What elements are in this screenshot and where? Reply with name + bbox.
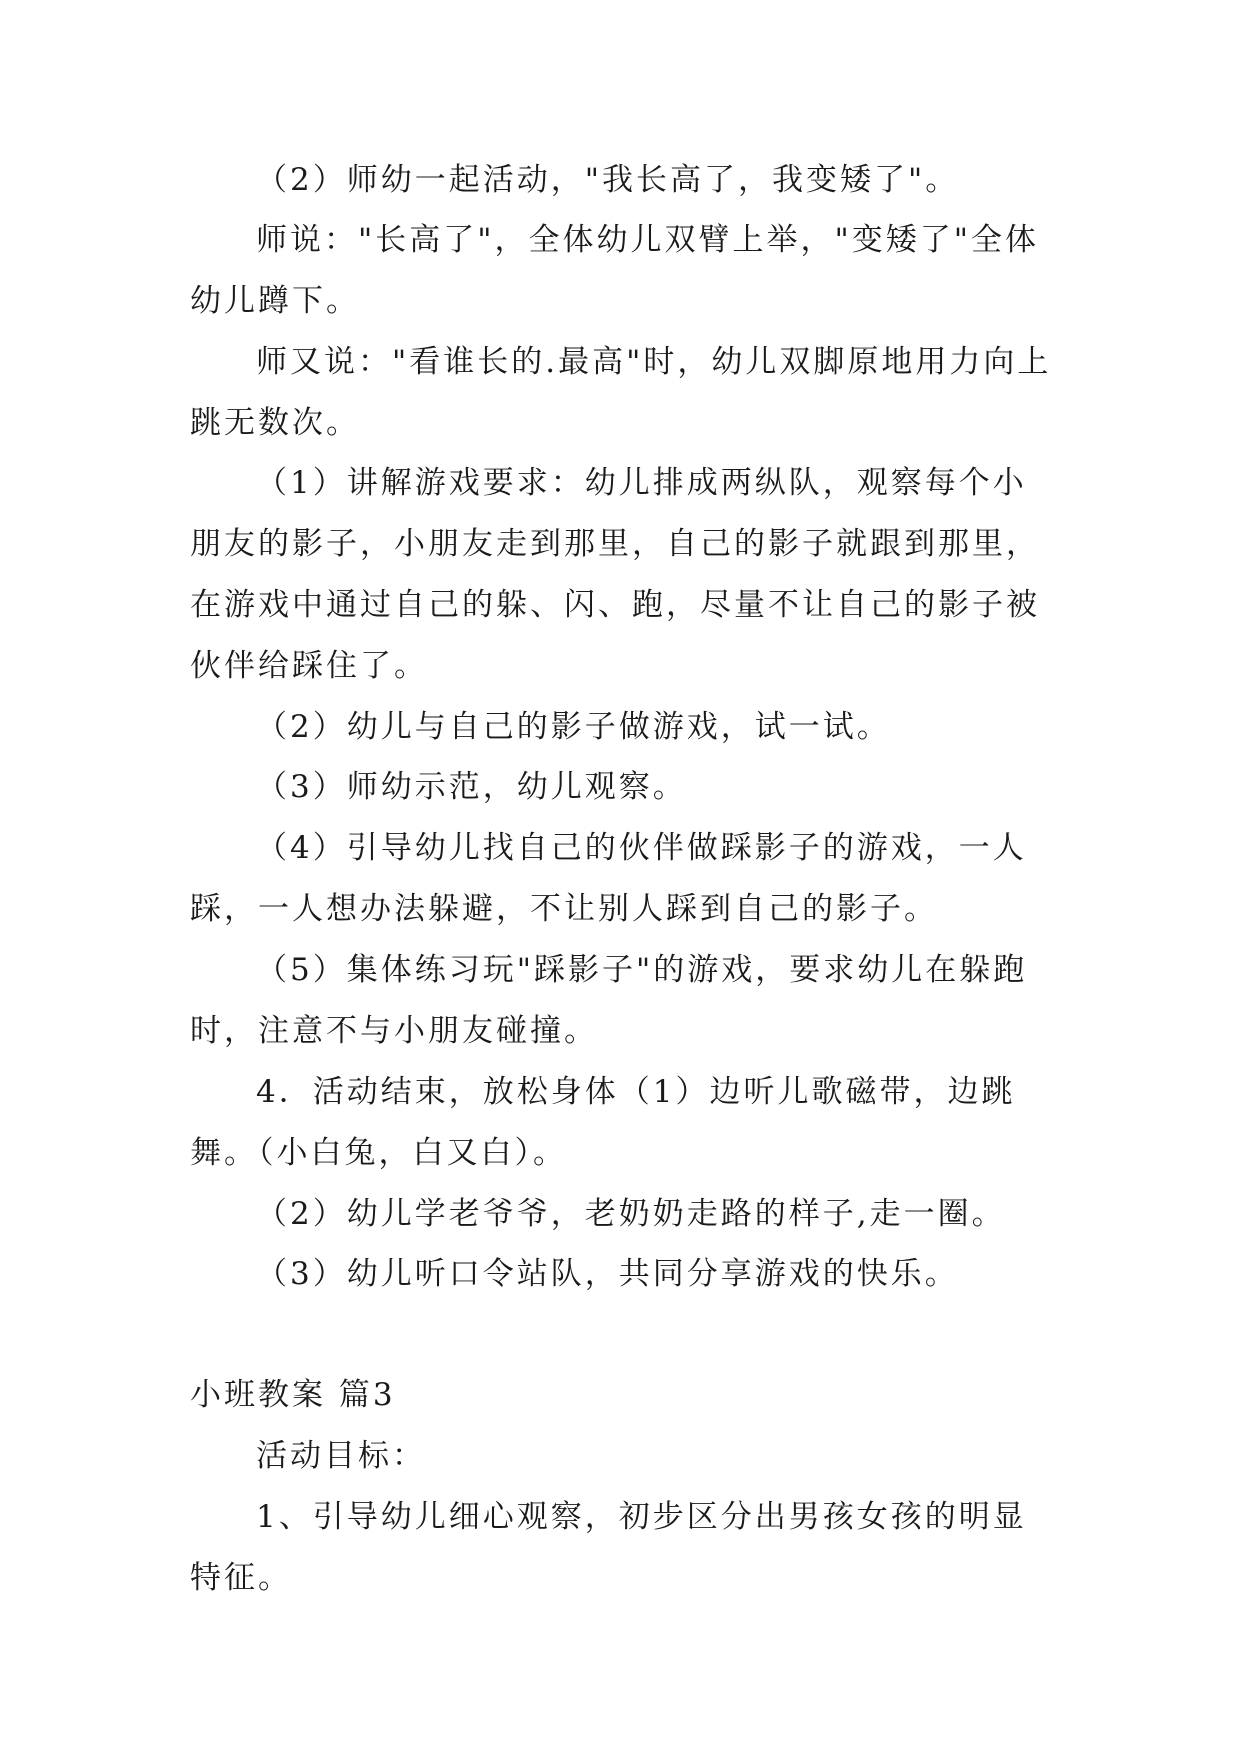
paragraph: （2）师幼一起活动，"我长高了，我变矮了"。 [256, 162, 960, 198]
paragraph: 师说："长高了"，全体幼儿双臂上举，"变矮了"全体幼儿蹲下。 [190, 222, 1040, 319]
paragraph: （2）幼儿与自己的影子做游戏，试一试。 [256, 709, 891, 745]
paragraph: 4．活动结束，放松身体（1）边听儿歌磁带，边跳舞。（小白兔，白又白）。 [190, 1074, 1016, 1171]
paragraph: （5）集体练习玩"踩影子"的游戏，要求幼儿在躲跑时，注意不与小朋友碰撞。 [190, 952, 1028, 1049]
paragraph: （2）幼儿学老爷爷，老奶奶走路的样子,走一圈。 [256, 1196, 1006, 1232]
paragraph: （3）师幼示范，幼儿观察。 [256, 769, 687, 805]
paragraph: 师又说："看谁长的.最高"时，幼儿双脚原地用力向上跳无数次。 [190, 344, 1052, 441]
section-title: 小班教案 篇3 [190, 1377, 396, 1413]
section-subtitle: 活动目标： [256, 1438, 426, 1474]
paragraph: （1）讲解游戏要求：幼儿排成两纵队，观察每个小朋友的影子，小朋友走到那里，自己的影子就跟到那里，在游戏中通过自己的躲、闪、跑，尽量不让自己的影子被伙伴给踩住了。 [190, 465, 1040, 684]
paragraph: （4）引导幼儿找自己的伙伴做踩影子的游戏，一人踩，一人想办法躲避，不让别人踩到自己的影子。 [190, 830, 1027, 927]
goal-item: 1、引导幼儿细心观察，初步区分出男孩女孩的明显特征。 [190, 1499, 1027, 1596]
paragraph: （3）幼儿听口令站队，共同分享游戏的快乐。 [256, 1256, 959, 1292]
